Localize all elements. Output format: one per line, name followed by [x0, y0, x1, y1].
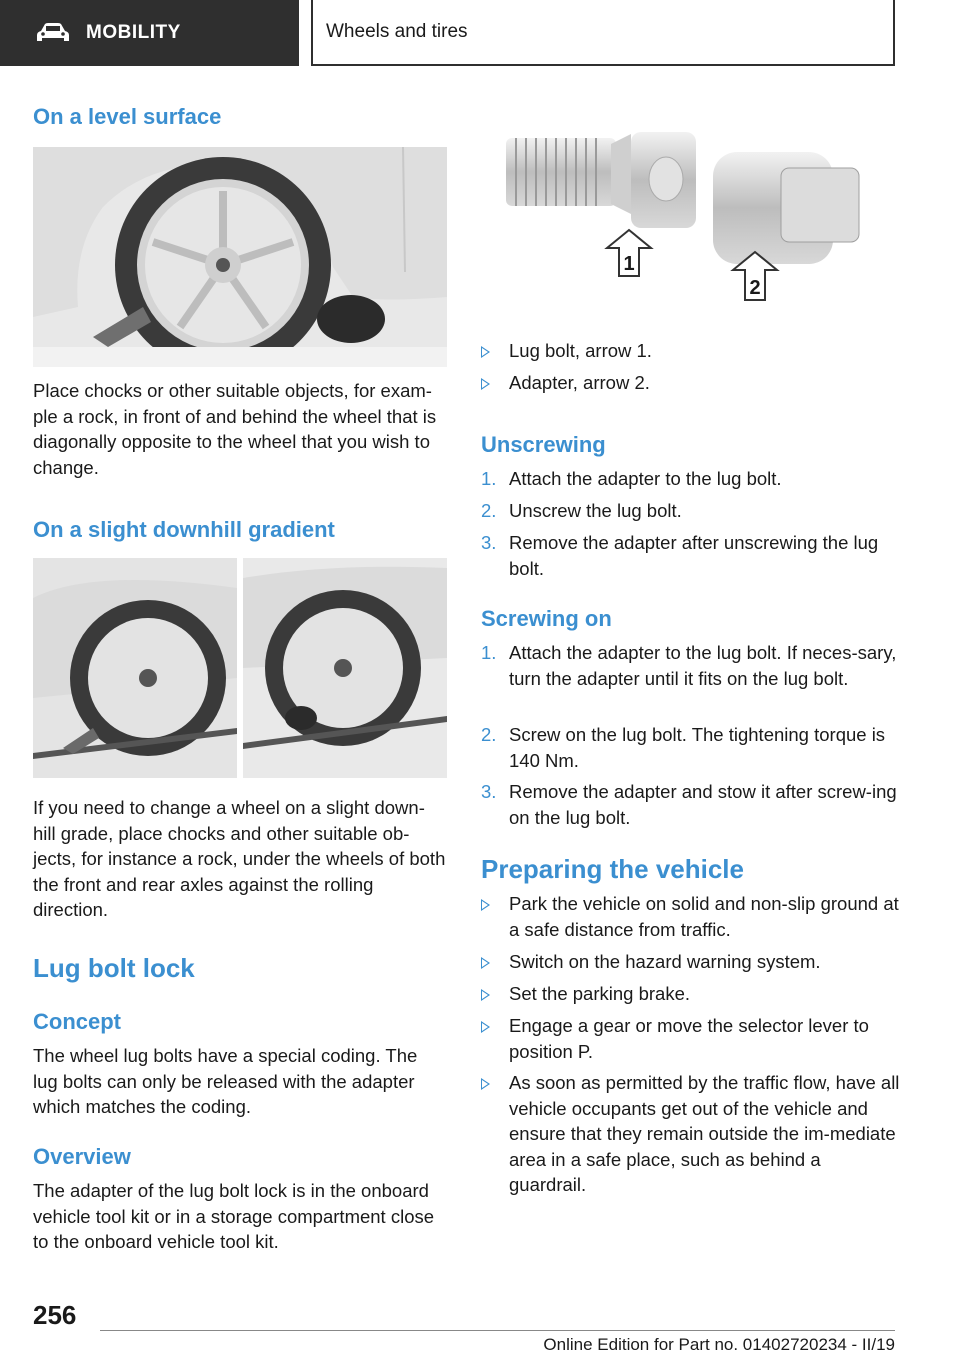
- list-item: Engage a gear or move the selector lever to position P.: [481, 1013, 901, 1064]
- downhill-figure: [33, 558, 447, 778]
- list-item: As soon as permitted by the traffic flow, have all vehicle occupants get out of the vehicle and ensure that they remain outside the im-mediate area in a safe place, such as behind a guardrail.: [481, 1070, 901, 1198]
- list-item: Adapter, arrow 2.: [481, 370, 901, 396]
- downhill-illustration: [33, 558, 447, 778]
- level-surface-illustration: [33, 147, 447, 367]
- car-icon: [36, 22, 70, 44]
- bullet-triangle-icon: [481, 1078, 490, 1090]
- list-item: Lug bolt, arrow 1.: [481, 338, 901, 364]
- heading-level-surface: On a level surface: [33, 104, 222, 129]
- chapter-title: Wheels and tires: [326, 21, 468, 42]
- heading-downhill: On a slight downhill gradient: [33, 517, 335, 542]
- level-surface-figure: [33, 147, 447, 367]
- lug-bolt-figure: [481, 124, 895, 320]
- heading-lug-bolt-lock: Lug bolt lock: [33, 953, 195, 983]
- page-header: [0, 0, 960, 66]
- figure-label-2: 2: [749, 277, 761, 299]
- bullet-triangle-icon: [481, 1021, 490, 1033]
- section-tab: [0, 0, 299, 66]
- bullet-triangle-icon: [481, 899, 490, 911]
- lug-bolt-illustration: [481, 124, 895, 320]
- list-item: Switch on the hazard warning system.: [481, 949, 901, 975]
- list-item: 3. Remove the adapter and stow it after screw-ing on the lug bolt.: [481, 781, 897, 828]
- list-item: 2. Screw on the lug bolt. The tightening torque is 140 Nm.: [481, 724, 886, 771]
- list-item: Park the vehicle on solid and non-slip ground at a safe distance from traffic.: [481, 891, 901, 942]
- heading-overview: Overview: [33, 1144, 131, 1169]
- overview-text: The adapter of the lug bolt lock is in the onboard vehicle tool kit or in a storage compartment close to the onboard vehicle tool kit.: [33, 1180, 435, 1252]
- heading-unscrewing: Unscrewing: [481, 432, 606, 457]
- level-surface-text: Place chocks or other suitable objects, for exam-ple a rock, in front of and behind the wheel that is diagonally opposite to the wheel that you wish to change.: [33, 380, 437, 478]
- list-item: 1. Attach the adapter to the lug bolt. If neces-sary, turn the adapter until it fits on the lug bolt.: [481, 642, 897, 689]
- bullet-triangle-icon: [481, 378, 490, 390]
- heading-screwing-on: Screwing on: [481, 606, 612, 631]
- downhill-text: If you need to change a wheel on a slight down-hill grade, place chocks and other suitable ob-jects, for instance a rock, under the wheels of both the front and rear axles against the rolling direction.: [33, 797, 446, 920]
- list-item: 2. Unscrew the lug bolt.: [481, 500, 682, 521]
- chapter-box: [311, 0, 895, 66]
- edition-text: Online Edition for Part no. 01402720234 - II/19: [543, 1335, 895, 1354]
- heading-preparing-vehicle: Preparing the vehicle: [481, 854, 744, 884]
- heading-concept: Concept: [33, 1009, 121, 1034]
- figure-label-1: 1: [623, 253, 635, 275]
- footer-divider: [100, 1330, 895, 1331]
- bullet-triangle-icon: [481, 957, 490, 969]
- list-item: 1. Attach the adapter to the lug bolt.: [481, 468, 782, 489]
- bullet-triangle-icon: [481, 346, 490, 358]
- bullet-triangle-icon: [481, 989, 490, 1001]
- page-number: 256: [33, 1300, 77, 1330]
- list-item: 3. Remove the adapter after unscrewing the lug bolt.: [481, 532, 879, 579]
- concept-text: The wheel lug bolts have a special coding. The lug bolts can only be released with the adapter which matches the coding.: [33, 1045, 418, 1117]
- list-item: Set the parking brake.: [481, 981, 901, 1007]
- section-label: MOBILITY: [86, 22, 181, 43]
